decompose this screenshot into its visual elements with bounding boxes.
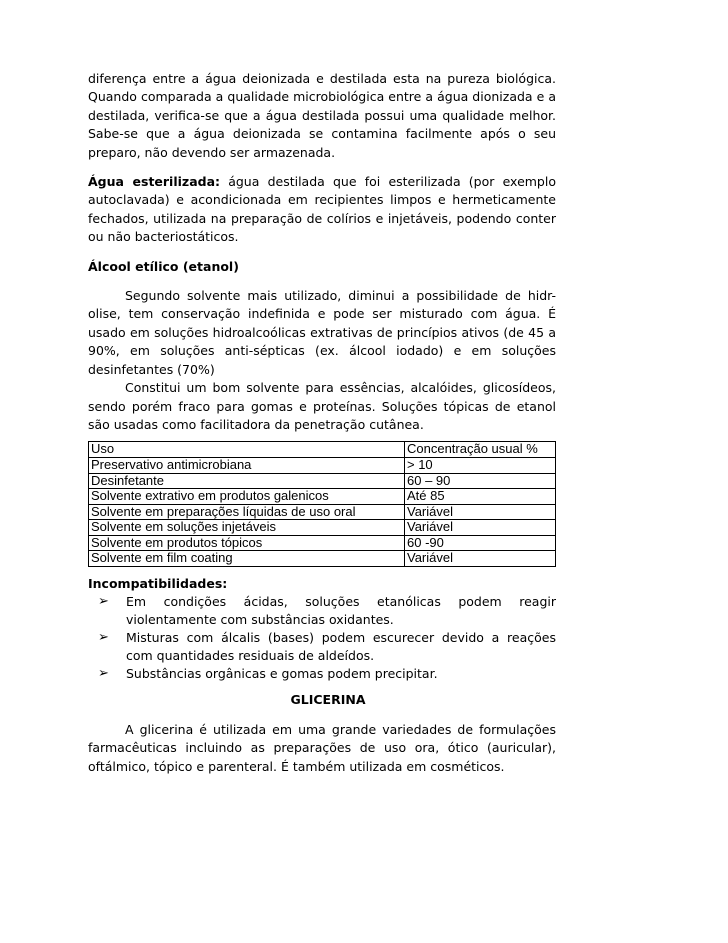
- glicerina-title: GLICERINA: [290, 692, 366, 708]
- arrow-bullet-icon: ➢: [98, 630, 109, 646]
- table-cell: Solvente em preparações líquidas de uso oral: [89, 504, 405, 520]
- table-cell: Solvente em film coating: [89, 551, 405, 567]
- table-cell: Solvente em soluções injetáveis: [89, 520, 405, 536]
- arrow-bullet-icon: ➢: [98, 594, 109, 610]
- list-item-text: Substâncias orgânicas e gomas podem precipitar.: [126, 666, 438, 682]
- table-row: [89, 457, 556, 473]
- list-item-text: Misturas com álcalis (bases) podem escurecer devido a reações com quantidades residuais de aldeídos.: [126, 630, 556, 664]
- intro-paragraph: diferença entre a água deionizada e destilada esta na pureza biológica. Quando comparada a qualidade microbiológica entre a água dionizada e a destilada, verifica-se que a água destilada possui uma qualidade melhor. Sabe-se que a água deionizada se contamina facilmente após o seu preparo, não devendo ser armazenada.: [88, 71, 556, 160]
- table-row: [89, 489, 556, 505]
- table-row: [89, 535, 556, 551]
- table-cell: Variável: [405, 520, 556, 536]
- table-cell: Desinfetante: [89, 473, 405, 489]
- list-item: [98, 665, 556, 683]
- table-row: [89, 520, 556, 536]
- table-cell: Até 85: [405, 489, 556, 505]
- table-cell: 60 -90: [405, 535, 556, 551]
- list-item: [98, 629, 556, 665]
- table-cell: Variável: [405, 504, 556, 520]
- agua-esterilizada-term: Água esterilizada:: [88, 174, 221, 190]
- table-row: [89, 504, 556, 520]
- table-cell: Variável: [405, 551, 556, 567]
- ethanol-usage-table: [88, 441, 556, 567]
- table-cell: > 10: [405, 457, 556, 473]
- arrow-bullet-icon: ➢: [98, 666, 109, 682]
- alcool-heading: Álcool etílico (etanol): [88, 258, 239, 274]
- table-row: [89, 473, 556, 489]
- table-cell: Preservativo antimicrobiana: [89, 457, 405, 473]
- alcool-paragraph-1: Segundo solvente mais utilizado, diminui a possibilidade de hidr-olise, tem conservação indefinida e pode ser misturado com água. É usado em soluções hidroalcoólicas extrativas de princípios ativos (de 45 a 90%, em soluções anti-sépticas (ex. álcool iodado) e em soluções desinfetantes (70%): [88, 288, 556, 377]
- document-page: [88, 70, 556, 776]
- list-item-text: Em condições ácidas, soluções etanólicas podem reagir violentamente com substâncias oxidantes.: [126, 594, 556, 628]
- incompatibilidades-heading: Incompatibilidades:: [88, 576, 228, 592]
- alcool-paragraph-2: Constitui um bom solvente para essências, alcalóides, glicosídeos, sendo porém fraco para gomas e proteínas. Soluções tópicas de etanol são usadas como facilitadora da penetração cutânea.: [88, 380, 556, 432]
- table-cell: Solvente em produtos tópicos: [89, 535, 405, 551]
- list-item: [98, 593, 556, 629]
- agua-esterilizada-paragraph: [88, 173, 556, 247]
- table-row: [89, 551, 556, 567]
- table-row: [89, 442, 556, 458]
- table-cell: Uso: [89, 442, 405, 458]
- table-cell: 60 – 90: [405, 473, 556, 489]
- glicerina-paragraph: A glicerina é utilizada em uma grande variedades de formulações farmacêuticas incluindo as preparações de uso ora, ótico (auricular), oftálmico, tópico e parenteral. É também utilizada em cosméticos.: [88, 721, 556, 774]
- table-cell: Concentração usual %: [405, 442, 556, 458]
- table-cell: Solvente extrativo em produtos galenicos: [89, 489, 405, 505]
- incompatibilidades-list: [88, 593, 556, 683]
- agua-esterilizada-text: água destilada que foi esterilizada (por exemplo autoclavada) e acondicionada em recipientes limpos e hermeticamente fechados, utilizada na preparação de colírios e injetáveis, podendo conter ou não bacteriostáticos.: [88, 174, 556, 245]
